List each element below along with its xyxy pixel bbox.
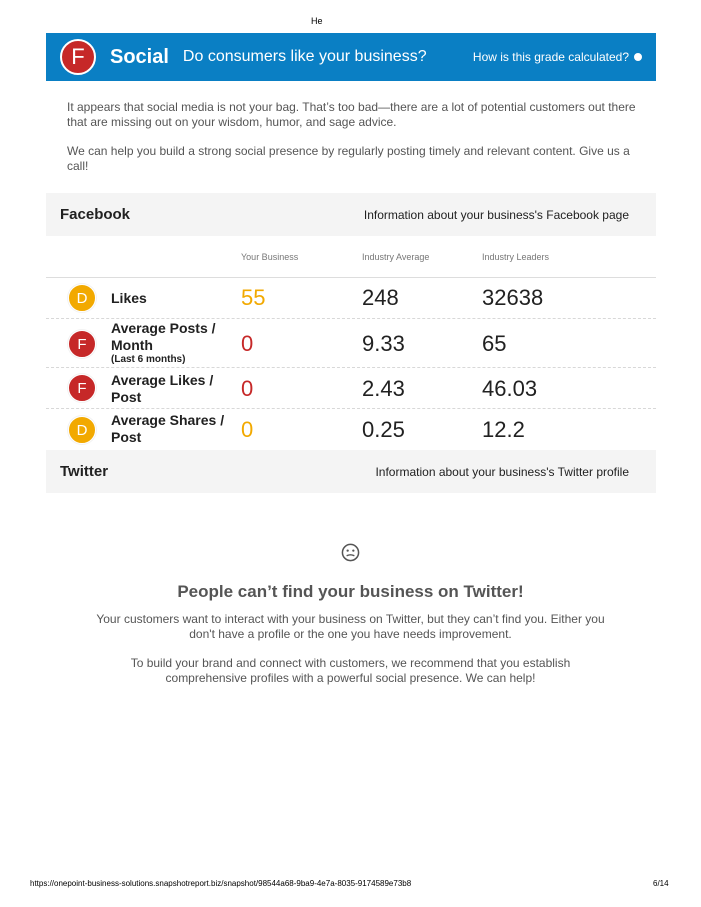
average-value: 9.33 bbox=[362, 331, 405, 356]
column-header-business: Your Business bbox=[241, 252, 299, 262]
metric-name: Likes bbox=[111, 290, 147, 306]
grade-calculation-link[interactable] bbox=[473, 50, 642, 64]
page-header-fragment: He bbox=[311, 16, 323, 26]
metric-name: Average Posts / Month bbox=[111, 320, 216, 353]
average-value: 248 bbox=[362, 285, 399, 310]
average-value: 0.25 bbox=[362, 417, 405, 442]
section-title: Social bbox=[110, 45, 169, 68]
info-dot-icon bbox=[634, 53, 642, 61]
business-value: 55 bbox=[241, 285, 266, 310]
social-grade-badge: F bbox=[60, 39, 96, 75]
facebook-section-bar bbox=[46, 193, 656, 236]
twitter-paragraph-2: To build your brand and connect with customers, we recommend that you establish comprehensive profiles with a powerful social presence. We can help! bbox=[130, 656, 571, 685]
shares-grade-badge: D bbox=[68, 416, 96, 444]
leaders-value: 46.03 bbox=[482, 376, 538, 401]
table-row-avg-likes bbox=[46, 368, 656, 409]
section-question: Do consumers like your business? bbox=[182, 48, 427, 65]
facebook-title: Facebook bbox=[60, 206, 131, 223]
business-value: 0 bbox=[241, 331, 254, 356]
facebook-info: Information about your business's Facebook page bbox=[363, 207, 629, 222]
page-number: 6/14 bbox=[653, 879, 669, 888]
twitter-section-bar bbox=[46, 450, 656, 493]
business-value: 0 bbox=[241, 376, 254, 401]
metric-label bbox=[111, 372, 231, 406]
metric-label bbox=[111, 320, 236, 366]
twitter-info: Information about your business's Twitter profile bbox=[375, 464, 629, 479]
footer-url: https://onepoint-business-solutions.snapshotreport.biz/snapshot/98544a68-9ba9-4e7a-8035-9174589e73b8 bbox=[30, 879, 412, 888]
metric-name: Average Likes / Post bbox=[111, 372, 214, 405]
likes-grade-badge: D bbox=[68, 284, 96, 312]
posts-grade-badge: F bbox=[68, 330, 96, 358]
avg-likes-grade-badge: F bbox=[68, 374, 96, 402]
social-header-bar bbox=[46, 33, 656, 81]
table-row-likes bbox=[46, 278, 656, 319]
metric-name: Average Shares / Post bbox=[111, 412, 225, 445]
grade-calculation-link-label: How is this grade calculated? bbox=[472, 50, 629, 64]
intro-paragraph-1: It appears that social media is not your bag. That’s too bad—there are a lot of potential customers out there that are missing out on your wisdom, humor, and sage advice. bbox=[67, 100, 636, 129]
column-header-average: Industry Average bbox=[362, 252, 430, 262]
average-value: 2.43 bbox=[362, 376, 405, 401]
business-value: 0 bbox=[241, 417, 254, 442]
intro-paragraph-2: We can help you build a strong social presence by regularly posting timely and relevant content. Give us a call! bbox=[67, 144, 630, 173]
table-row-shares bbox=[46, 409, 656, 450]
intro-text bbox=[67, 100, 637, 174]
neutral-face-icon bbox=[341, 543, 360, 562]
metric-sublabel: (Last 6 months) bbox=[111, 354, 186, 365]
twitter-heading: People can’t find your business on Twitter! bbox=[177, 582, 524, 601]
metric-label bbox=[111, 412, 241, 446]
leaders-value: 65 bbox=[482, 331, 507, 356]
twitter-paragraph-1: Your customers want to interact with your business on Twitter, but they can’t find you. Either you don't have a profile or the one you have needs improvement. bbox=[96, 612, 605, 641]
column-header-leaders: Industry Leaders bbox=[482, 252, 550, 262]
leaders-value: 32638 bbox=[482, 285, 544, 310]
twitter-title: Twitter bbox=[60, 463, 109, 480]
leaders-value: 12.2 bbox=[482, 417, 525, 442]
table-row-posts bbox=[46, 319, 656, 368]
metric-label bbox=[111, 290, 147, 307]
